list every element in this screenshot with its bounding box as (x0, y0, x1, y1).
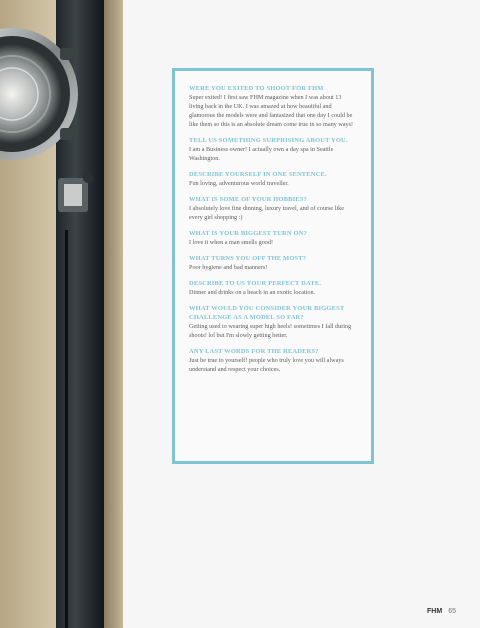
answer: Super exited! I first saw FHM magazine when I was about 13 living back in the UK. I was amazed at how beautiful and glamorous the models were and fantasized that one day I could be like them so this is an absolute dream come true in so many ways! (189, 94, 354, 128)
qa-item (189, 254, 357, 272)
qa-item (189, 347, 357, 374)
qa-item (189, 279, 357, 297)
question: DESCRIBE TO US YOUR PERFECT DATE. (189, 280, 322, 287)
power-cable (65, 230, 68, 628)
qa-item (189, 195, 357, 222)
answer: Getting used to wearing super high heels! sometimes I fall during shoots! lol but I'm slowly getting better. (189, 323, 352, 339)
qa-item (189, 84, 357, 129)
question: TELL US SOMETHING SURPRISING ABOUT YOU. (189, 137, 348, 144)
question: WHAT WOULD YOU CONSIDER YOUR BIGGEST CHALLENGE AS A MODEL SO FAR? (189, 305, 345, 321)
studio-light-photo (0, 0, 123, 628)
fhm-logo: FHM (427, 608, 443, 615)
page-number: 65 (448, 608, 456, 615)
answer: I am a Business owner! I actually own a day spa in Seattle Washington. (189, 146, 334, 162)
qa-box (172, 68, 374, 464)
question: WHAT TURNS YOU OFF THE MOST? (189, 255, 307, 262)
qa-item (189, 229, 357, 247)
qa-item (189, 136, 357, 163)
question: WHAT IS SOME OF YOUR HOBBIES? (189, 196, 307, 203)
qa-item (189, 170, 357, 188)
answer: I love it when a man smells good! (189, 239, 274, 246)
answer: Dinner and drinks on a beach in an exotic location. (189, 289, 316, 296)
question: WERE YOU EXITED TO SHOOT FOR FHM (189, 85, 324, 92)
question: DESCRIBE YOURSELF IN ONE SENTENCE. (189, 171, 327, 178)
answer: Fun loving, adventurous world traveller. (189, 180, 289, 187)
studio-lamp-image (0, 28, 123, 238)
answer: Just be true to yourself! people who truly love you will always understand and respect your choices. (189, 357, 344, 373)
qa-item (189, 304, 357, 340)
page-footer (427, 608, 456, 615)
answer: Poor hygiene and bad manners! (189, 264, 268, 271)
question: WHAT IS YOUR BIGGEST TURN ON? (189, 230, 307, 237)
answer: I absolutely love fine dinning, luxury travel, and of course like every girl shopping :) (189, 205, 344, 221)
question: ANY LAST WORDS FOR THE READERS? (189, 348, 319, 355)
